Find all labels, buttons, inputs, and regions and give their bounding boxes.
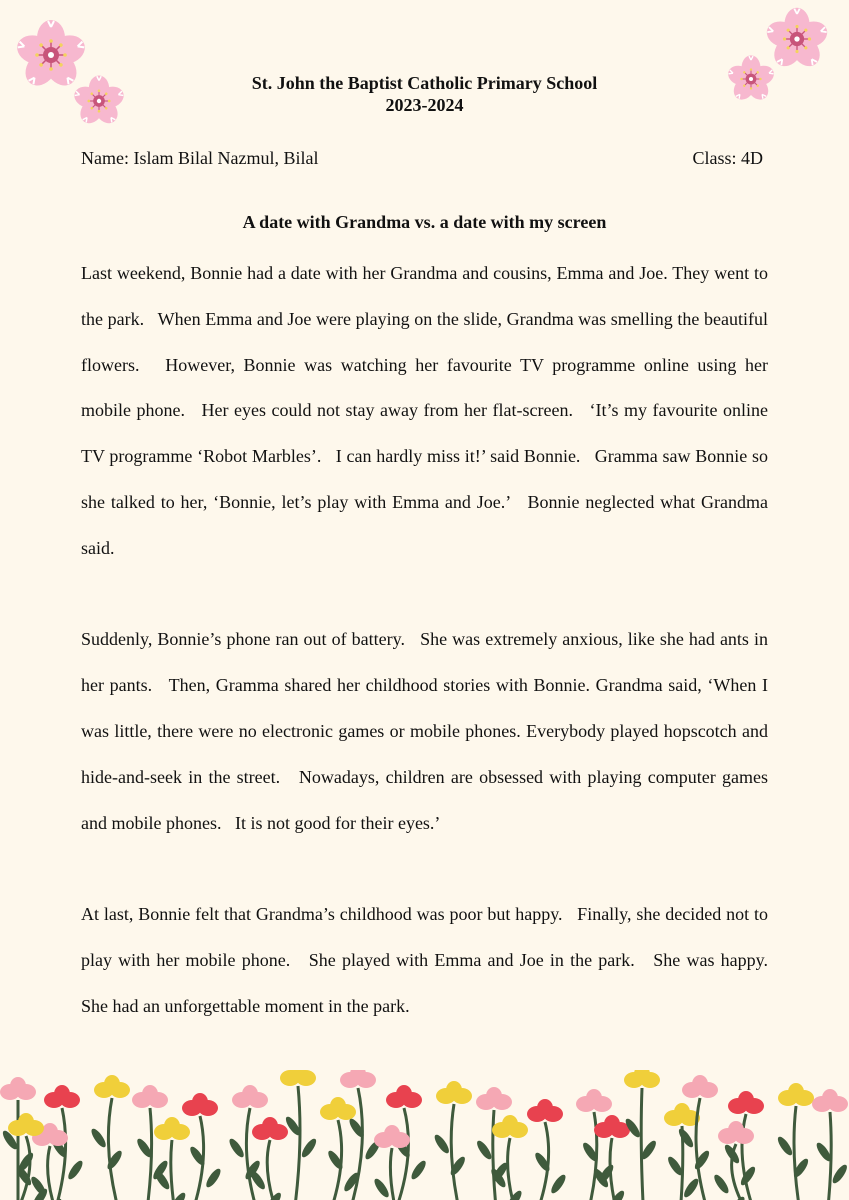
- student-class: Class: 4D: [692, 148, 763, 168]
- essay-paragraph: Suddenly, Bonnie’s phone ran out of battery. She was extremely anxious, like she had ants in her pants. Then, Gramma shared her childhood stories with Bonnie. Grandma said, ‘When I was little, there were no electronic games or mobile phones. Everybody played hopscotch and hide-and-seek in the street. Nowadays, children are obsessed with playing computer games and mobile phones. It is not good for their eyes.’: [81, 629, 773, 833]
- school-year: 2023-2024: [385, 95, 464, 115]
- essay-paragraph: At last, Bonnie felt that Grandma’s childhood was poor but happy. Finally, she decided not to play with her mobile phone. She played with Emma and Joe in the park. She was happy. She had an unforgettable moment in the park.: [81, 904, 782, 1016]
- essay-paragraph: Last weekend, Bonnie had a date with her Grandma and cousins, Emma and Joe. They went to the park. When Emma and Joe were playing on the slide, Grandma was smelling the beautiful flowers. However, Bonnie was watching her favourite TV programme online using her mobile phone. Her eyes could not stay away from her flat-screen. ‘It’s my favourite online TV programme ‘Robot Marbles’. I can hardly miss it!’ said Bonnie. Gramma saw Bonnie so she talked to her, ‘Bonnie, let’s play with Emma and Joe.’ Bonnie neglected what Grandma said.: [81, 263, 773, 558]
- school-header: [0, 72, 849, 116]
- flower-border-icon: [0, 1070, 849, 1200]
- essay-title: A date with Grandma vs. a date with my screen: [242, 212, 607, 232]
- student-info: [81, 148, 763, 169]
- school-name: St. John the Baptist Catholic Primary School: [251, 73, 598, 93]
- student-name: Name: Islam Bilal Nazmul, Bilal: [81, 148, 319, 168]
- essay-body: [81, 251, 782, 1030]
